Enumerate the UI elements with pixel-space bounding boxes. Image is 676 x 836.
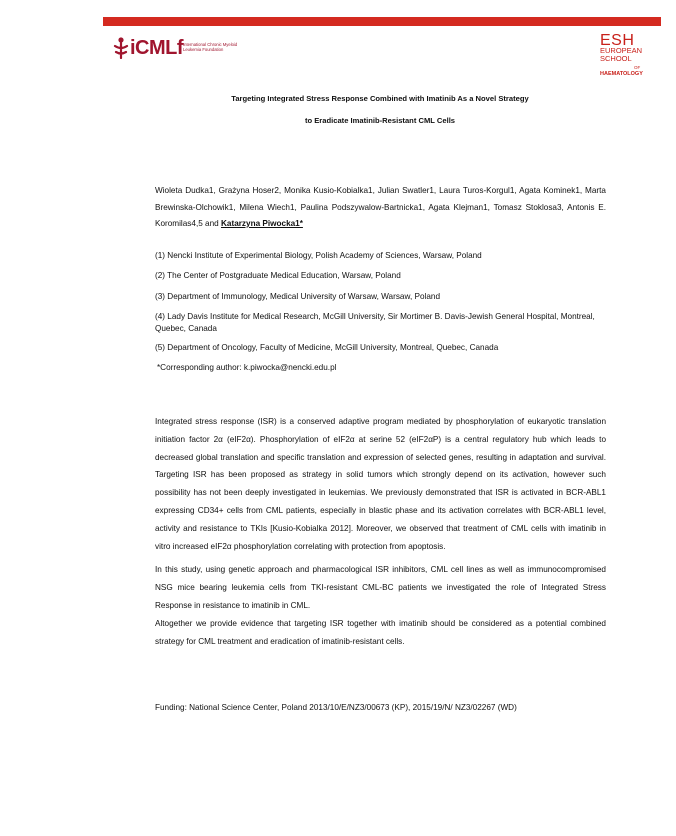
abstract-paragraph-2: In this study, using genetic approach and pharmacological ISR inhibitors, CML cell lines as well as immunocompromised NSG mice bearing leukemia cells from TKI-resistant CML-BC patients we investigated the role of Integrated Stress Response in resistance to imatinib in CML. (155, 565, 606, 610)
affiliation-5: (5) Department of Oncology, Faculty of Medicine, McGill University, Montreal, Quebec, Canada (155, 343, 499, 352)
abstract-paragraph-3: Altogether we provide evidence that targeting ISR together with imatinib should be considered as a potential combined strategy for CML treatment and eradication of imatinib-resistant cells. (155, 619, 606, 646)
title-line-2: to Eradicate Imatinib-Resistant CML Cells (304, 116, 456, 125)
funding-statement: Funding: National Science Center, Poland 2013/10/E/NZ3/00673 (KP), 2015/19/N/ NZ3/02267 (WD) (155, 703, 517, 712)
affiliation-3: (3) Department of Immunology, Medical University of Warsaw, Warsaw, Poland (155, 292, 440, 301)
corresponding-author: Katarzyna Piwocka1* (221, 219, 303, 228)
header-accent-bar (103, 17, 661, 26)
esh-logo-haematology: HAEMATOLOGY (600, 71, 643, 77)
esh-logo (600, 33, 662, 83)
esh-logo-of: OF (634, 65, 641, 70)
title-line-1: Targeting Integrated Stress Response Combined with Imatinib As a Novel Strategy (231, 94, 529, 103)
esh-logo-acronym: ESH (600, 32, 635, 49)
author-list (155, 183, 606, 233)
affiliation-4: (4) Lady Davis Institute for Medical Research, McGill University, Sir Mortimer B. Davis-Jewish General Hospital, Montreal, Quebec, Canada (155, 312, 595, 333)
affiliation-1: (1) Nencki Institute of Experimental Biology, Polish Academy of Sciences, Warsaw, Poland (155, 251, 482, 260)
abstract-paragraph-1: Integrated stress response (ISR) is a conserved adaptive program mediated by phosphorylation of eukaryotic translation initiation factor 2α (eIF2α). Phosphorylation of eIF2α at serine 52 (eIF2αP) is a central regulatory hub which leads to decreased global translation and specific translation and expression of selected genes, resulting in adaptation and survival. Targeting ISR has been proposed as strategy in solid tumors which strongly depend on its activation, however such possibility has not been deeply investigated in leukemias. We previously demonstrated that ISR is activated in BCR-ABL1 expressing CD34+ cells from CML patients, especially in blastic phase and its activation correlates with BCR-ABL1 level, activity and resistance to TKIs [Kusio-Kobialka 2012]. Moreover, we observed that treatment of CML cells with imatinib in vitro increased eIF2α phosphorylation correlating with protection from apoptosis. (155, 417, 606, 551)
author-names: Wioleta Dudka1, Grażyna Hoser2, Monika Kusio-Kobialka1, Julian Swatler1, Laura Turos-Korgul1, Agata Kominek1, Marta Brewinska-Olchowik1, Milena Wiech1, Paulina Podszywalow-Bartnicka1, Agata Klejman1, Tomasz Stoklosa3, Antonis E. Koromilas4,5 and (155, 186, 606, 228)
icmlf-brand-text: iCMLf (130, 37, 184, 59)
icmlf-logo (113, 37, 243, 59)
icmlf-figure-icon (113, 37, 129, 59)
corresponding-email: *Corresponding author: k.piwocka@nencki.edu.pl (157, 363, 337, 372)
affiliation-2: (2) The Center of Postgraduate Medical Education, Warsaw, Poland (155, 271, 401, 280)
icmlf-subtitle: International Chronic Myeloid Leukemia Foundation (183, 42, 238, 52)
esh-logo-european: EUROPEAN (600, 46, 643, 55)
esh-logo-school: SCHOOL (600, 54, 632, 63)
